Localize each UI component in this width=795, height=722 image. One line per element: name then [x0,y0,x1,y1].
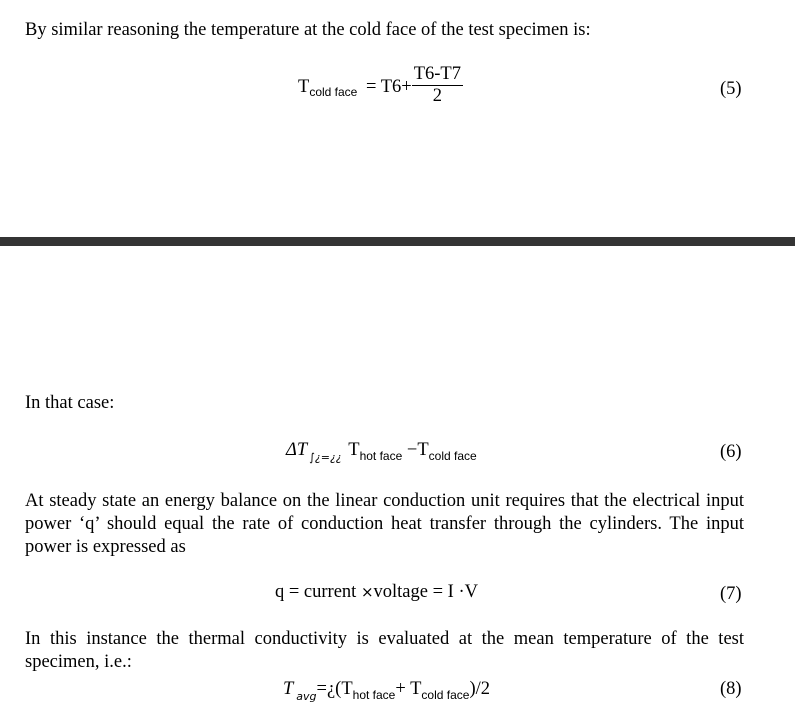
eq8-hot-face-subscript: hot face [352,688,396,702]
equation-8 [283,679,490,703]
page-break-bar [0,237,795,246]
eq7-text-end: voltage = I ·V [373,582,478,602]
eq6-t-hot: T [348,440,360,460]
eq8-mid: =¿( [316,679,342,699]
eq5-equals: = T6+ [365,76,412,97]
eq8-cold-face-subscript: cold face [421,688,470,702]
eq6-t-cold: T [417,440,429,460]
equation-5 [298,64,463,107]
intro-text-cold-face: By similar reasoning the temperature at the cold face of the test specimen is: [25,20,591,40]
eq6-cold-face-subscript: cold face [428,449,477,463]
eq5-numerator: T6-T7 [413,64,461,84]
eq6-delta-t: ΔT [286,440,308,460]
eq8-t-cold: T [410,679,422,699]
eq7-times-sign: × [360,583,374,601]
eq6-hot-face-subscript: hot face [359,449,403,463]
eq5-lhs: T [298,76,310,97]
equation-number-7: (7) [720,584,742,604]
intro-text-that-case: In that case: [25,393,115,413]
eq8-end: )/2 [469,679,490,699]
eq6-delta-subscript: ∫¿=¿¿ [309,451,342,464]
paragraph-thermal-conductivity: In this instance the thermal conductivity is evaluated at the mean temperature of the test specimen, i.e.: [25,629,744,672]
eq8-t-hot: T [341,679,353,699]
eq7-text-start: q = current [275,582,361,602]
eq5-lhs-subscript: cold face [309,84,358,99]
equation-7 [275,582,478,603]
eq5-denominator: 2 [432,86,442,106]
equation-number-6: (6) [720,442,742,462]
eq5-fraction [412,64,463,107]
paragraph-energy-balance: At steady state an energy balance on the linear conduction unit requires that the electrical input power ‘q’ should equal the rate of conduction heat transfer through the cylinders. The input power is expressed as [25,491,744,557]
eq6-minus: − [406,440,418,460]
equation-number-8: (8) [720,679,742,699]
equation-6 [286,440,477,464]
equation-number-5: (5) [720,79,742,99]
eq8-plus: + [395,679,411,699]
eq8-t: T [283,679,294,699]
eq8-avg-subscript: avg [296,690,317,703]
